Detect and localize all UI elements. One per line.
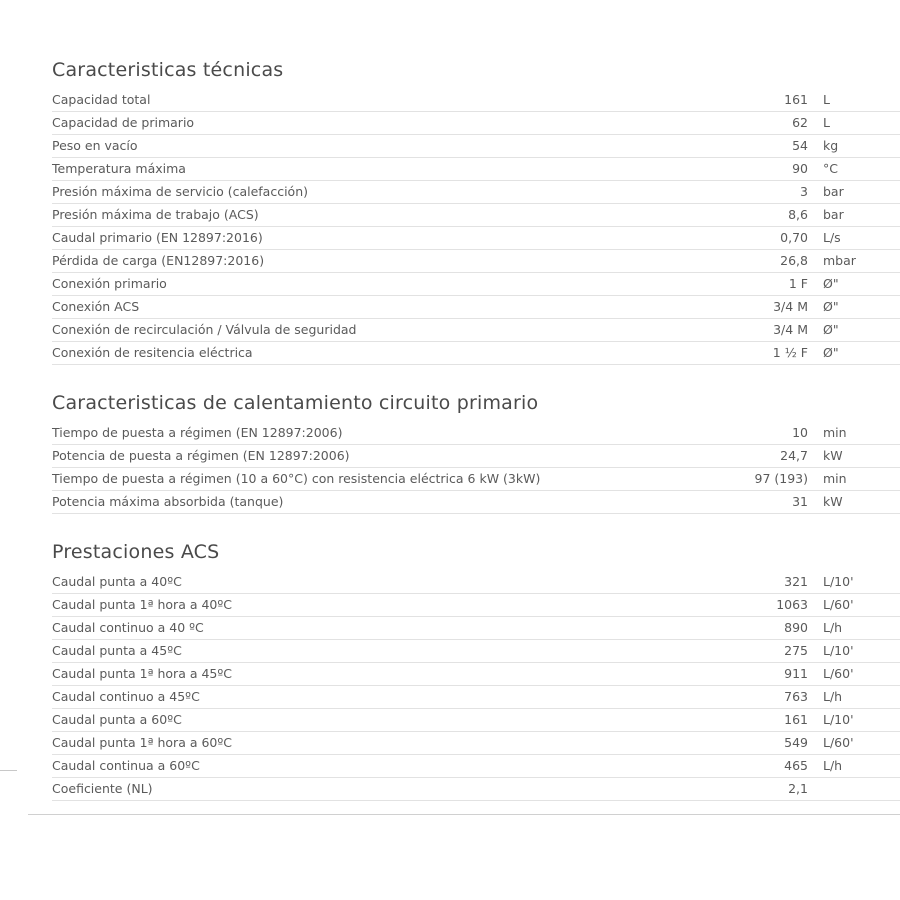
table-row (52, 319, 900, 342)
row-label: Temperatura máxima (52, 161, 186, 176)
section-heating-characteristics (52, 389, 900, 514)
row-label: Caudal punta 1ª hora a 45ºC (52, 666, 232, 681)
row-value: 1 ½ F (772, 345, 808, 360)
row-value: 8,6 (788, 207, 808, 222)
row-unit: bar (823, 207, 844, 222)
row-unit: Ø" (823, 299, 839, 314)
spec-table (52, 422, 900, 514)
row-value: 3/4 M (773, 299, 808, 314)
row-label: Conexión de recirculación / Válvula de seguridad (52, 322, 357, 337)
row-label: Conexión ACS (52, 299, 140, 314)
row-label: Conexión de resitencia eléctrica (52, 345, 253, 360)
table-row (52, 204, 900, 227)
table-row (52, 778, 900, 801)
row-value: 54 (792, 138, 808, 153)
row-label: Conexión primario (52, 276, 167, 291)
row-unit: L/60' (823, 597, 854, 612)
table-row (52, 445, 900, 468)
row-unit: mbar (823, 253, 856, 268)
table-row (52, 640, 900, 663)
spec-table (52, 571, 900, 801)
table-row (52, 617, 900, 640)
row-label: Presión máxima de servicio (calefacción) (52, 184, 308, 199)
row-unit: min (823, 425, 847, 440)
row-label: Pérdida de carga (EN12897:2016) (52, 253, 265, 268)
row-unit: L/60' (823, 666, 854, 681)
row-unit: L/h (823, 620, 843, 635)
table-row (52, 686, 900, 709)
row-label: Caudal punta 1ª hora a 40ºC (52, 597, 232, 612)
row-label: Caudal continuo a 40 ºC (52, 620, 204, 635)
table-row (52, 181, 900, 204)
row-label: Presión máxima de trabajo (ACS) (52, 207, 259, 222)
row-value: 24,7 (780, 448, 808, 463)
row-value: 0,70 (780, 230, 808, 245)
row-unit: Ø" (823, 345, 839, 360)
table-row (52, 273, 900, 296)
table-row (52, 491, 900, 514)
table-row (52, 709, 900, 732)
row-value: 161 (784, 92, 808, 107)
table-row (52, 135, 900, 158)
row-value: 890 (784, 620, 808, 635)
row-value: 62 (792, 115, 808, 130)
row-value: 1063 (776, 597, 808, 612)
section-dhw-performance (52, 538, 900, 801)
row-value: 31 (792, 494, 808, 509)
section-technical-characteristics (52, 56, 900, 365)
row-value: 1 F (788, 276, 808, 291)
table-row (52, 89, 900, 112)
row-label: Caudal punta a 45ºC (52, 643, 182, 658)
row-label: Caudal continuo a 45ºC (52, 689, 200, 704)
row-unit: L/h (823, 689, 843, 704)
row-value: 2,1 (788, 781, 808, 796)
row-unit: Ø" (823, 322, 839, 337)
row-label: Caudal punta 1ª hora a 60ºC (52, 735, 232, 750)
row-unit: L (823, 92, 830, 107)
table-row (52, 571, 900, 594)
row-unit: L/60' (823, 735, 854, 750)
row-unit: L/s (823, 230, 841, 245)
row-unit: °C (823, 161, 838, 176)
row-value: 3 (800, 184, 808, 199)
table-row (52, 732, 900, 755)
row-value: 90 (792, 161, 808, 176)
table-row (52, 342, 900, 365)
row-unit: kg (823, 138, 839, 153)
row-label: Capacidad total (52, 92, 151, 107)
table-row (52, 112, 900, 135)
table-row (52, 227, 900, 250)
row-value: 161 (784, 712, 808, 727)
table-row (52, 594, 900, 617)
row-value: 97 (193) (754, 471, 808, 486)
row-label: Tiempo de puesta a régimen (EN 12897:2006) (52, 425, 343, 440)
section-title: Prestaciones ACS (52, 541, 220, 563)
row-value: 3/4 M (773, 322, 808, 337)
table-row (52, 755, 900, 778)
table-row (52, 296, 900, 319)
row-unit: min (823, 471, 847, 486)
table-row (52, 158, 900, 181)
table-row (52, 468, 900, 491)
row-value: 26,8 (780, 253, 808, 268)
left-edge-divider (0, 770, 17, 771)
row-unit: L/10' (823, 712, 854, 727)
row-label: Caudal continua a 60ºC (52, 758, 200, 773)
row-unit: Ø" (823, 276, 839, 291)
table-row (52, 422, 900, 445)
row-label: Caudal punta a 40ºC (52, 574, 182, 589)
row-unit: L (823, 115, 830, 130)
table-row (52, 663, 900, 686)
row-label: Peso en vacío (52, 138, 138, 153)
row-unit: kW (823, 494, 843, 509)
row-unit: L/10' (823, 643, 854, 658)
row-value: 549 (784, 735, 808, 750)
row-unit: bar (823, 184, 844, 199)
spec-table (52, 89, 900, 365)
row-label: Potencia máxima absorbida (tanque) (52, 494, 284, 509)
bottom-divider (28, 814, 900, 815)
section-title: Caracteristicas técnicas (52, 59, 284, 81)
row-unit: kW (823, 448, 843, 463)
row-value: 465 (784, 758, 808, 773)
row-label: Caudal primario (EN 12897:2016) (52, 230, 263, 245)
row-unit: L/h (823, 758, 843, 773)
row-value: 763 (784, 689, 808, 704)
row-label: Caudal punta a 60ºC (52, 712, 182, 727)
table-row (52, 250, 900, 273)
row-value: 321 (784, 574, 808, 589)
row-unit: L/10' (823, 574, 854, 589)
section-title: Caracteristicas de calentamiento circuito primario (52, 392, 539, 414)
row-label: Capacidad de primario (52, 115, 195, 130)
row-value: 10 (792, 425, 808, 440)
row-value: 275 (784, 643, 808, 658)
row-label: Potencia de puesta a régimen (EN 12897:2006) (52, 448, 350, 463)
row-value: 911 (784, 666, 808, 681)
row-label: Coeficiente (NL) (52, 781, 153, 796)
row-label: Tiempo de puesta a régimen (10 a 60°C) con resistencia eléctrica 6 kW (3kW) (52, 471, 541, 486)
